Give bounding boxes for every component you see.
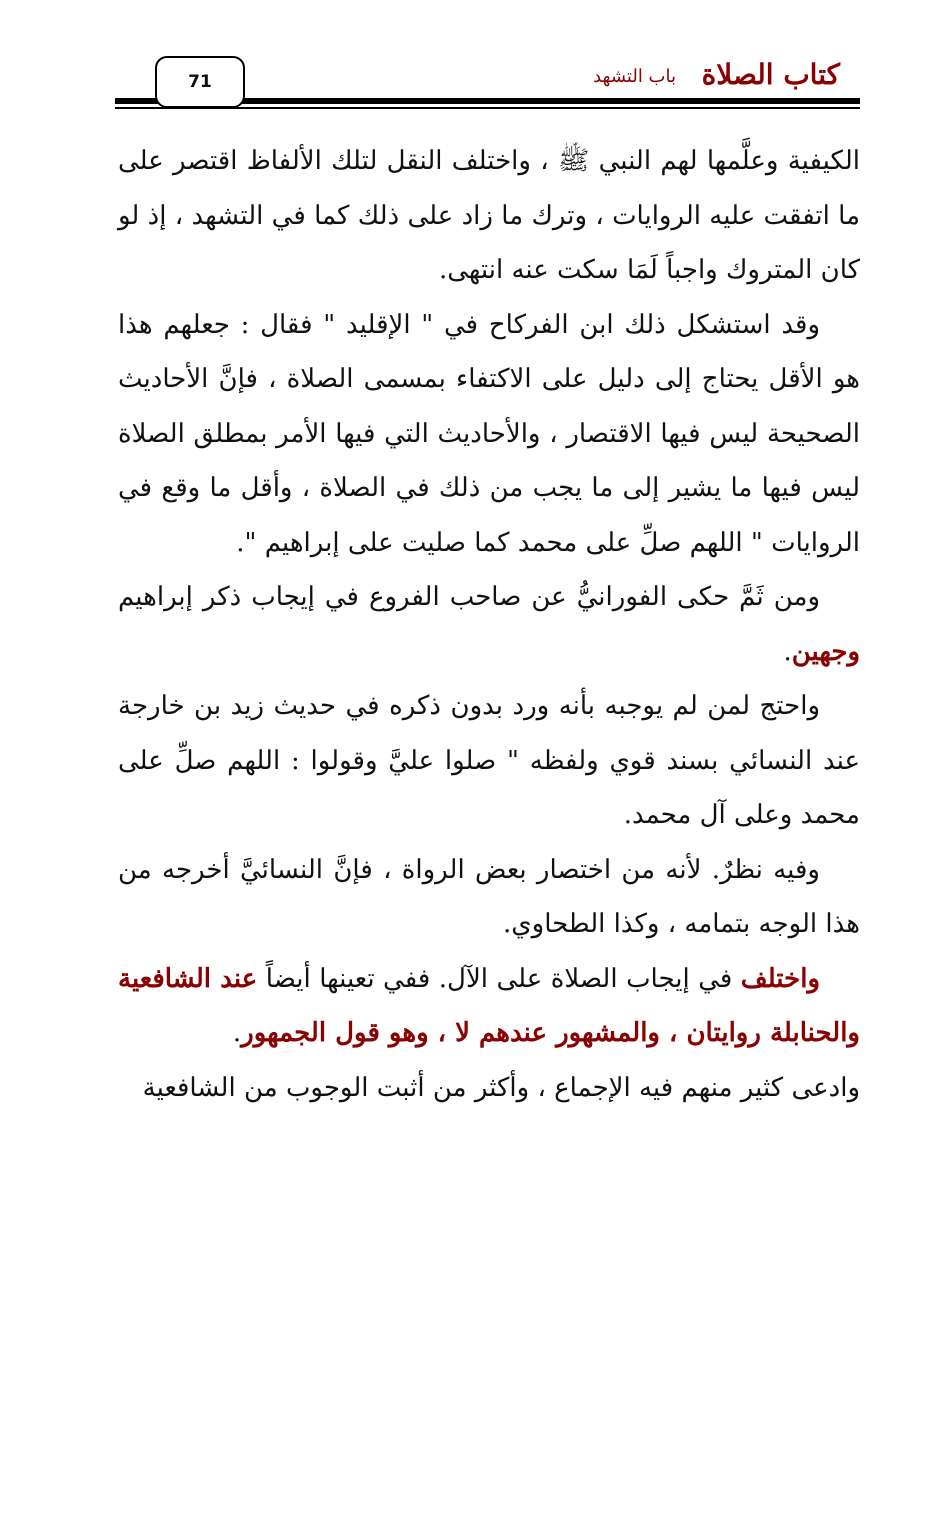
paragraph-6-end: . <box>232 1018 242 1048</box>
chapter-title: باب التشهد <box>593 66 676 87</box>
paragraph-3-text: ومن ثَمَّ حكى الفورانيُّ عن صاحب الفروع في إيجاب ذكر إبراهيم <box>118 582 821 612</box>
paragraph-6 <box>118 952 860 1061</box>
book-title: كتاب الصلاة <box>701 58 840 91</box>
paragraph-1: الكيفية وعلَّمها لهم النبي ﷺ ، واختلف النقل لتلك الألفاظ اقتصر على ما اتفقت عليه الروايات ، وترك ما زاد على ذلك كما في التشهد ، إذ لو كان المتروك واجباً لَمَا سكت عنه انتهى. <box>118 146 860 285</box>
paragraph-3-end: . <box>783 636 792 667</box>
paragraph-6-highlight-1: واختلف <box>740 963 820 994</box>
paragraph-2: وقد استشكل ذلك ابن الفركاح في " الإقليد " فقال : جعلهم هذا هو الأقل يحتاج إلى دليل على الاكتفاء بمسمى الصلاة ، فإنَّ الأحاديث الصحيحة ليس فيها الاقتصار ، والأحاديث التي فيها الأمر بمطلق الصلاة ليس فيها ما يشير إلى ما يجب من ذلك في الصلاة ، وأقل ما وقع في الروايات " اللهم صلِّ على محمد كما صليت على إبراهيم ". <box>118 309 860 558</box>
paragraph-3 <box>118 570 860 679</box>
paragraph-7: وادعى كثير منهم فيه الإجماع ، وأكثر من أثبت الوجوب من الشافعية <box>142 1072 860 1103</box>
page-number: 71 <box>155 56 245 108</box>
paragraph-5: وفيه نظرٌ. لأنه من اختصار بعض الرواة ، فإنَّ النسائيَّ أخرجه من هذا الوجه بتمامه ، وكذا الطحاوي. <box>118 854 860 939</box>
paragraph-4: واحتج لمن لم يوجبه بأنه ورد بدون ذكره في حديث زيد بن خارجة عند النسائي بسند قوي ولفظه " صلوا عليَّ وقولوا : اللهم صلِّ على محمد وعلى آل محمد. <box>118 691 860 830</box>
paragraph-6-text: في إيجاب الصلاة على الآل. ففي تعينها أيضاً <box>257 963 741 994</box>
page-body <box>118 134 860 1115</box>
paragraph-6-highlight-2: عند الشافعية والحنابلة روايتان ، والمشهور عندهم لا ، وهو قول الجمهور <box>118 963 860 1048</box>
paragraph-3-highlight: وجهين <box>791 636 860 667</box>
page-header <box>115 48 860 112</box>
